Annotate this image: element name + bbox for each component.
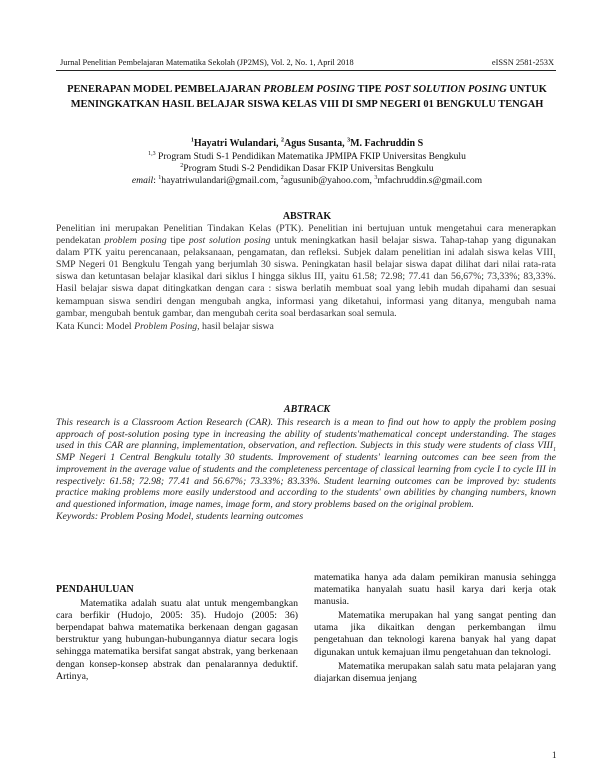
affiliation-1: $^{1,3}$ Program Studi S-1 Pendidikan Matematika JPMIPA FKIP Universitas Bengkulu <box>148 150 466 162</box>
section-heading: PENDAHULUAN <box>56 584 134 595</box>
affiliation-2: $^2$Program Studi S-2 Pendidikan Dasar FKIP Universitas Bengkulu <box>180 162 434 174</box>
running-header <box>60 58 554 67</box>
kata-kunci: Kata Kunci: Model Problem Posing, hasil belajar siswa <box>56 320 274 332</box>
paper-title: PENERAPAN MODEL PEMBELAJARAN PROBLEM POSING TIPE POST SOLUTION POSING UNTUK MENINGKATKAN HASIL BELAJAR SISWA KELAS VIII DI SMP NEGERI 01 BENGKULU TENGAH <box>67 84 547 110</box>
author-block <box>60 138 554 187</box>
paragraph: Matematika adalah suatu alat untuk mengembangkan cara berfikir (Hudojo, 2005: 35). Hudojo (2005: 36) berpendapat bahwa matematika berkenaan dengan gagasan berstruktur yang hubungan-hubungannya diatur secara logis sehingga matematika bersifat sangat abstrak, yang berkenaan dengan konsep-konsep abstrak dan penalarannya deduktif. Artinya, <box>56 598 298 682</box>
issn: eISSN 2581-253X <box>491 58 554 67</box>
paragraph: Matematika merupakan salah satu mata pelajaran yang diajarkan disemua jenjang <box>314 660 556 684</box>
abstract-body <box>56 417 556 522</box>
abstrak-text: Penelitian ini merupakan Penelitian Tindakan Kelas (PTK). Penelitian ini bertujuan untuk mengetahui cara menerapkan pendekatan problem posing tipe post solution posing untuk meningkatkan hasil belajar siswa. Tahap-tahap yang digunakan dalam PTK yaitu perencanaan, pelaksanaan, pengamatan, dan refleksi. Subjek dalam penelitian ini adalah siswa kelas $VIII_1$ SMP Negeri 01 Bengkulu Tengah yang berjumlah 30 siswa. Peningkatan hasil belajar siswa dapat dilihat dari nilai rata-rata siswa dan ketuntasan belajar klasikal dari siklus I hingga siklus III, yaitu 61.58; 72.98; 77.41 dan 56,67%; 73,33%; 83,33%. Hasil belajar siswa dapat ditingkatkan dengan cara : siswa berlatih membuat soal yang lebih mudah dipahami dan sesuai kemampuan siswa sendiri dengan mengubah angka, informasi yang diketahui, informasi yang ditanya, mengubah nama gambar, mengubah bentuk gambar, dan mengubah cerita soal berdasarkan soal semula. <box>56 223 557 319</box>
author-names: $^1$Hayatri Wulandari, $^2$Agus Susanta, $^3$M. Fachruddin S <box>190 137 424 149</box>
paragraph: matematika hanya ada dalam pemikiran manusia sehingga matematika hanyalah suatu hasil karya dari kerja otak manusia. <box>314 572 556 608</box>
page-number: 1 <box>552 750 557 760</box>
abstract-heading: ABTRACK <box>283 404 331 415</box>
abstrak-body <box>56 223 556 333</box>
header-rule <box>56 70 556 71</box>
journal-name: Jurnal Penelitian Pembelajaran Matematika Sekolah (JP2MS), Vol. 2, No. 1, April 2018 <box>60 58 354 67</box>
author-emails: email: $^1$hayatriwulandari@gmail.com, $^2$agusunib@yahoo.com, $^3$mfachruddin.s@gmail.com <box>131 174 483 186</box>
left-column <box>56 584 298 683</box>
right-column <box>314 572 556 685</box>
paragraph: Matematika merupakan hal yang sangat penting dan utama jika dikaitkan dengan perkembangan ilmu pengetahuan dan teknologi karena banyak hal yang dapat digunakan untuk kemajuan ilmu pengetahuan dan teknologi. <box>314 610 556 658</box>
abstract-text: This research is a Classroom Action Research (CAR). This research is a mean to find out how to apply the problem posing approach of post-solution posing type in increasing the ability of students'mathematical concept understanding. The stages used in this CAR are planning, implementation, observation, and reflection. Subjects in this study were students of class $VIII_1$ SMP Negeri 1 Central Bengkulu totally 30 students. Improvement of students' learning outcomes can bee seen from the improvement in the average value of students and the completeness percentage of classical learning from cycle I to cycle III in respectively: 61.58; 72.98; 77.41 and 56.67%; 73.33%; 83.33%. Student learning outcomes can be improved by: students practice making problems more easily understood and according to the students' own abilities by changing numbers, known and questioned information, image names, image form, and story problems based on the original problem. <box>56 417 556 510</box>
abstrak-heading: ABSTRAK <box>282 211 332 222</box>
keywords: Keywords: Problem Posing Model, students learning outcomes <box>56 510 304 522</box>
